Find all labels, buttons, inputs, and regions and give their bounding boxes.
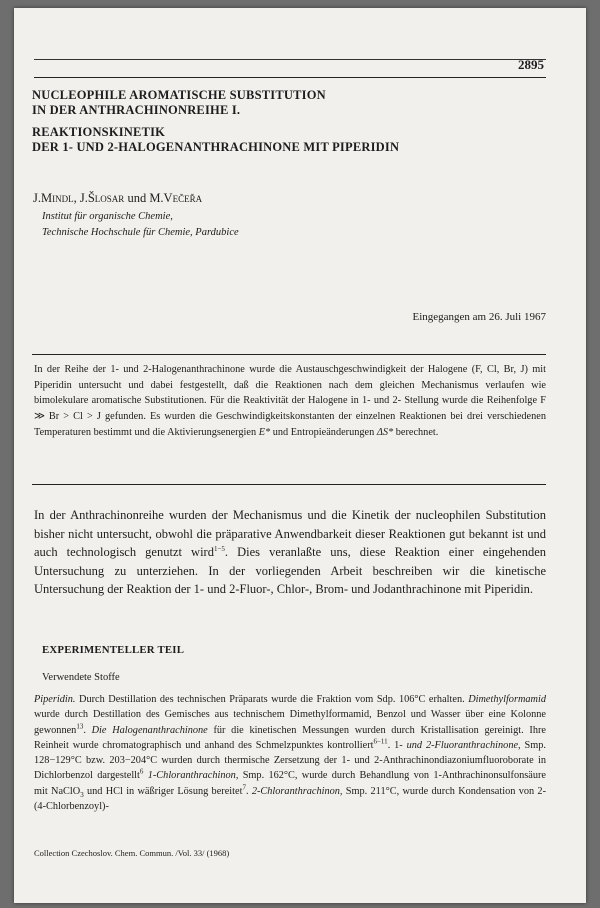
subsection-heading: Verwendete Stoffe: [42, 672, 120, 683]
introduction: [34, 506, 546, 599]
section-heading-text: EXPERIMENTELLER TEIL: [42, 644, 185, 656]
body-text: für die kinetischen Messungen wurden durch Kristallisation gereinigt. Ihre Reinheit wurde chromatographisch und anhand des Schmelzpunktes kontrolliert: [34, 724, 546, 751]
title-line: IN DER ANTHRACHINONREIHE I.: [32, 103, 241, 117]
body-italic: Dimethylformamid: [468, 694, 546, 705]
body-text: Smp. 128−129°C bzw. 203−204°C wurden durch thermische Zersetzung der 1- und 2-Anthrachinondiazoniumfluoroborate in Dichlorbenzol dargestellt: [34, 739, 546, 782]
section-heading: [42, 644, 184, 656]
abstract-text: berechnet.: [393, 426, 439, 438]
citation: 1−5: [213, 544, 225, 553]
abstract: [34, 362, 546, 441]
body-italic: 1-Chloranthrachinon,: [147, 770, 239, 782]
affiliation-line: Institut für organische Chemie,: [42, 211, 173, 222]
abstract-text: und Entropieänderungen: [270, 426, 377, 438]
top-rule: [34, 59, 546, 60]
body-paragraph: [34, 692, 546, 814]
body-text: .: [245, 785, 252, 797]
affiliation-line: Technische Hochschule für Chemie, Pardubice: [42, 227, 239, 238]
affiliation: [42, 209, 239, 241]
author-separator: und: [124, 191, 150, 205]
abstract-bottom-rule: [32, 484, 546, 485]
abstract-text: In der Reihe der 1- und 2-Halogenanthrachinone wurde die Austauschgeschwindigkeit der Halogene (F, Cl, Br, J) mit Piperidin untersucht und dabei festgestellt, daß die Reaktionen nach dem gleichen Mechanismus verlaufen wie bimolekulare aromatische Substitutionen. Für die Reaktivität der Halogene in 1- und 2- Stellung wurde die Reihenfolge F ≫ Br > Cl > J gefunden. Es wurden die Geschwindigkeitskonstanten der einzelnen Reaktionen bei drei verschiedenen Temperaturen bestimmt und die Aktivierungsenergien: [34, 364, 546, 438]
title-line: NUCLEOPHILE AROMATISCHE SUBSTITUTION: [32, 88, 326, 102]
entropy-symbol: ΔS*: [376, 426, 394, 438]
body-italic: Piperidin.: [34, 694, 76, 705]
page-number: 2895: [518, 57, 544, 72]
journal-footer: Collection Czechoslov. Chem. Commun. /Vol. 33/ (1968): [34, 848, 230, 858]
body-text: Smp. 211°C, wurde durch Kondensation von 2-(4-Chlorbenzoyl)-: [34, 785, 547, 813]
title-line: DER 1- UND 2-HALOGENANTHRACHINONE MIT PIPERIDIN: [32, 140, 400, 154]
document-page: [14, 8, 586, 903]
author-list: [33, 191, 202, 206]
body-text: .: [83, 724, 92, 736]
author-name: J.Mindl: [33, 191, 74, 205]
author-name: M.Večeřa: [149, 191, 203, 205]
citation: 6−11: [373, 737, 388, 746]
activation-energy-symbol: E*: [258, 426, 271, 438]
author-name: J.Šlosar: [79, 191, 125, 205]
intro-text: . Dies veranlaßte uns, diese Reaktion einer eingehenden Untersuchung zu unterziehen. In der vorliegenden Arbeit beschreiben wir die kinetische Untersuchung der Reaktion der 1- und 2-Fluor-, Chlor-, Brom- und Jodanthrachinone mit Piperidin.: [34, 545, 546, 596]
body-text: Durch Destillation des technischen Präparats wurde die Fraktion vom Sdp. 106°C erhalten.: [75, 694, 469, 705]
citation: 13: [76, 722, 84, 731]
citation: 7: [242, 783, 246, 792]
subscript: 3: [80, 790, 84, 799]
abstract-top-rule: [32, 354, 546, 355]
author-separator: ,: [73, 191, 80, 205]
article-title: [32, 88, 552, 155]
body-text: wurde durch Destillation des Gemisches aus technischem Dimethylformamid, Benzol und Wasser über eine Kolonne gewonnen: [34, 709, 546, 736]
intro-text: In der Anthrachinonreihe wurden der Mechanismus und die Kinetik der nucleophilen Substitution bisher nicht untersucht, obwohl die präparative Anwendbarkeit dieser Reaktionen gut bekannt ist und auch technologisch genutzt wird: [34, 508, 546, 559]
received-date: Eingegangen am 26. Juli 1967: [412, 311, 546, 323]
body-italic: Die Halogenanthrachinone: [91, 724, 208, 736]
header-rule: [34, 77, 546, 78]
body-italic: 2-Chloranthrachinon,: [251, 785, 343, 797]
title-line: REAKTIONSKINETIK: [32, 125, 166, 139]
citation: 6: [139, 768, 144, 777]
body-text: und HCl in wäßriger Lösung bereitet: [83, 785, 243, 797]
body-italic: und 2-Fluoranthrachinone,: [406, 739, 521, 751]
body-text: Smp. 162°C, wurde durch Behandlung von 1-Anthrachinonsulfonsäure mit NaClO: [34, 770, 546, 797]
body-text: . 1-: [387, 739, 407, 751]
